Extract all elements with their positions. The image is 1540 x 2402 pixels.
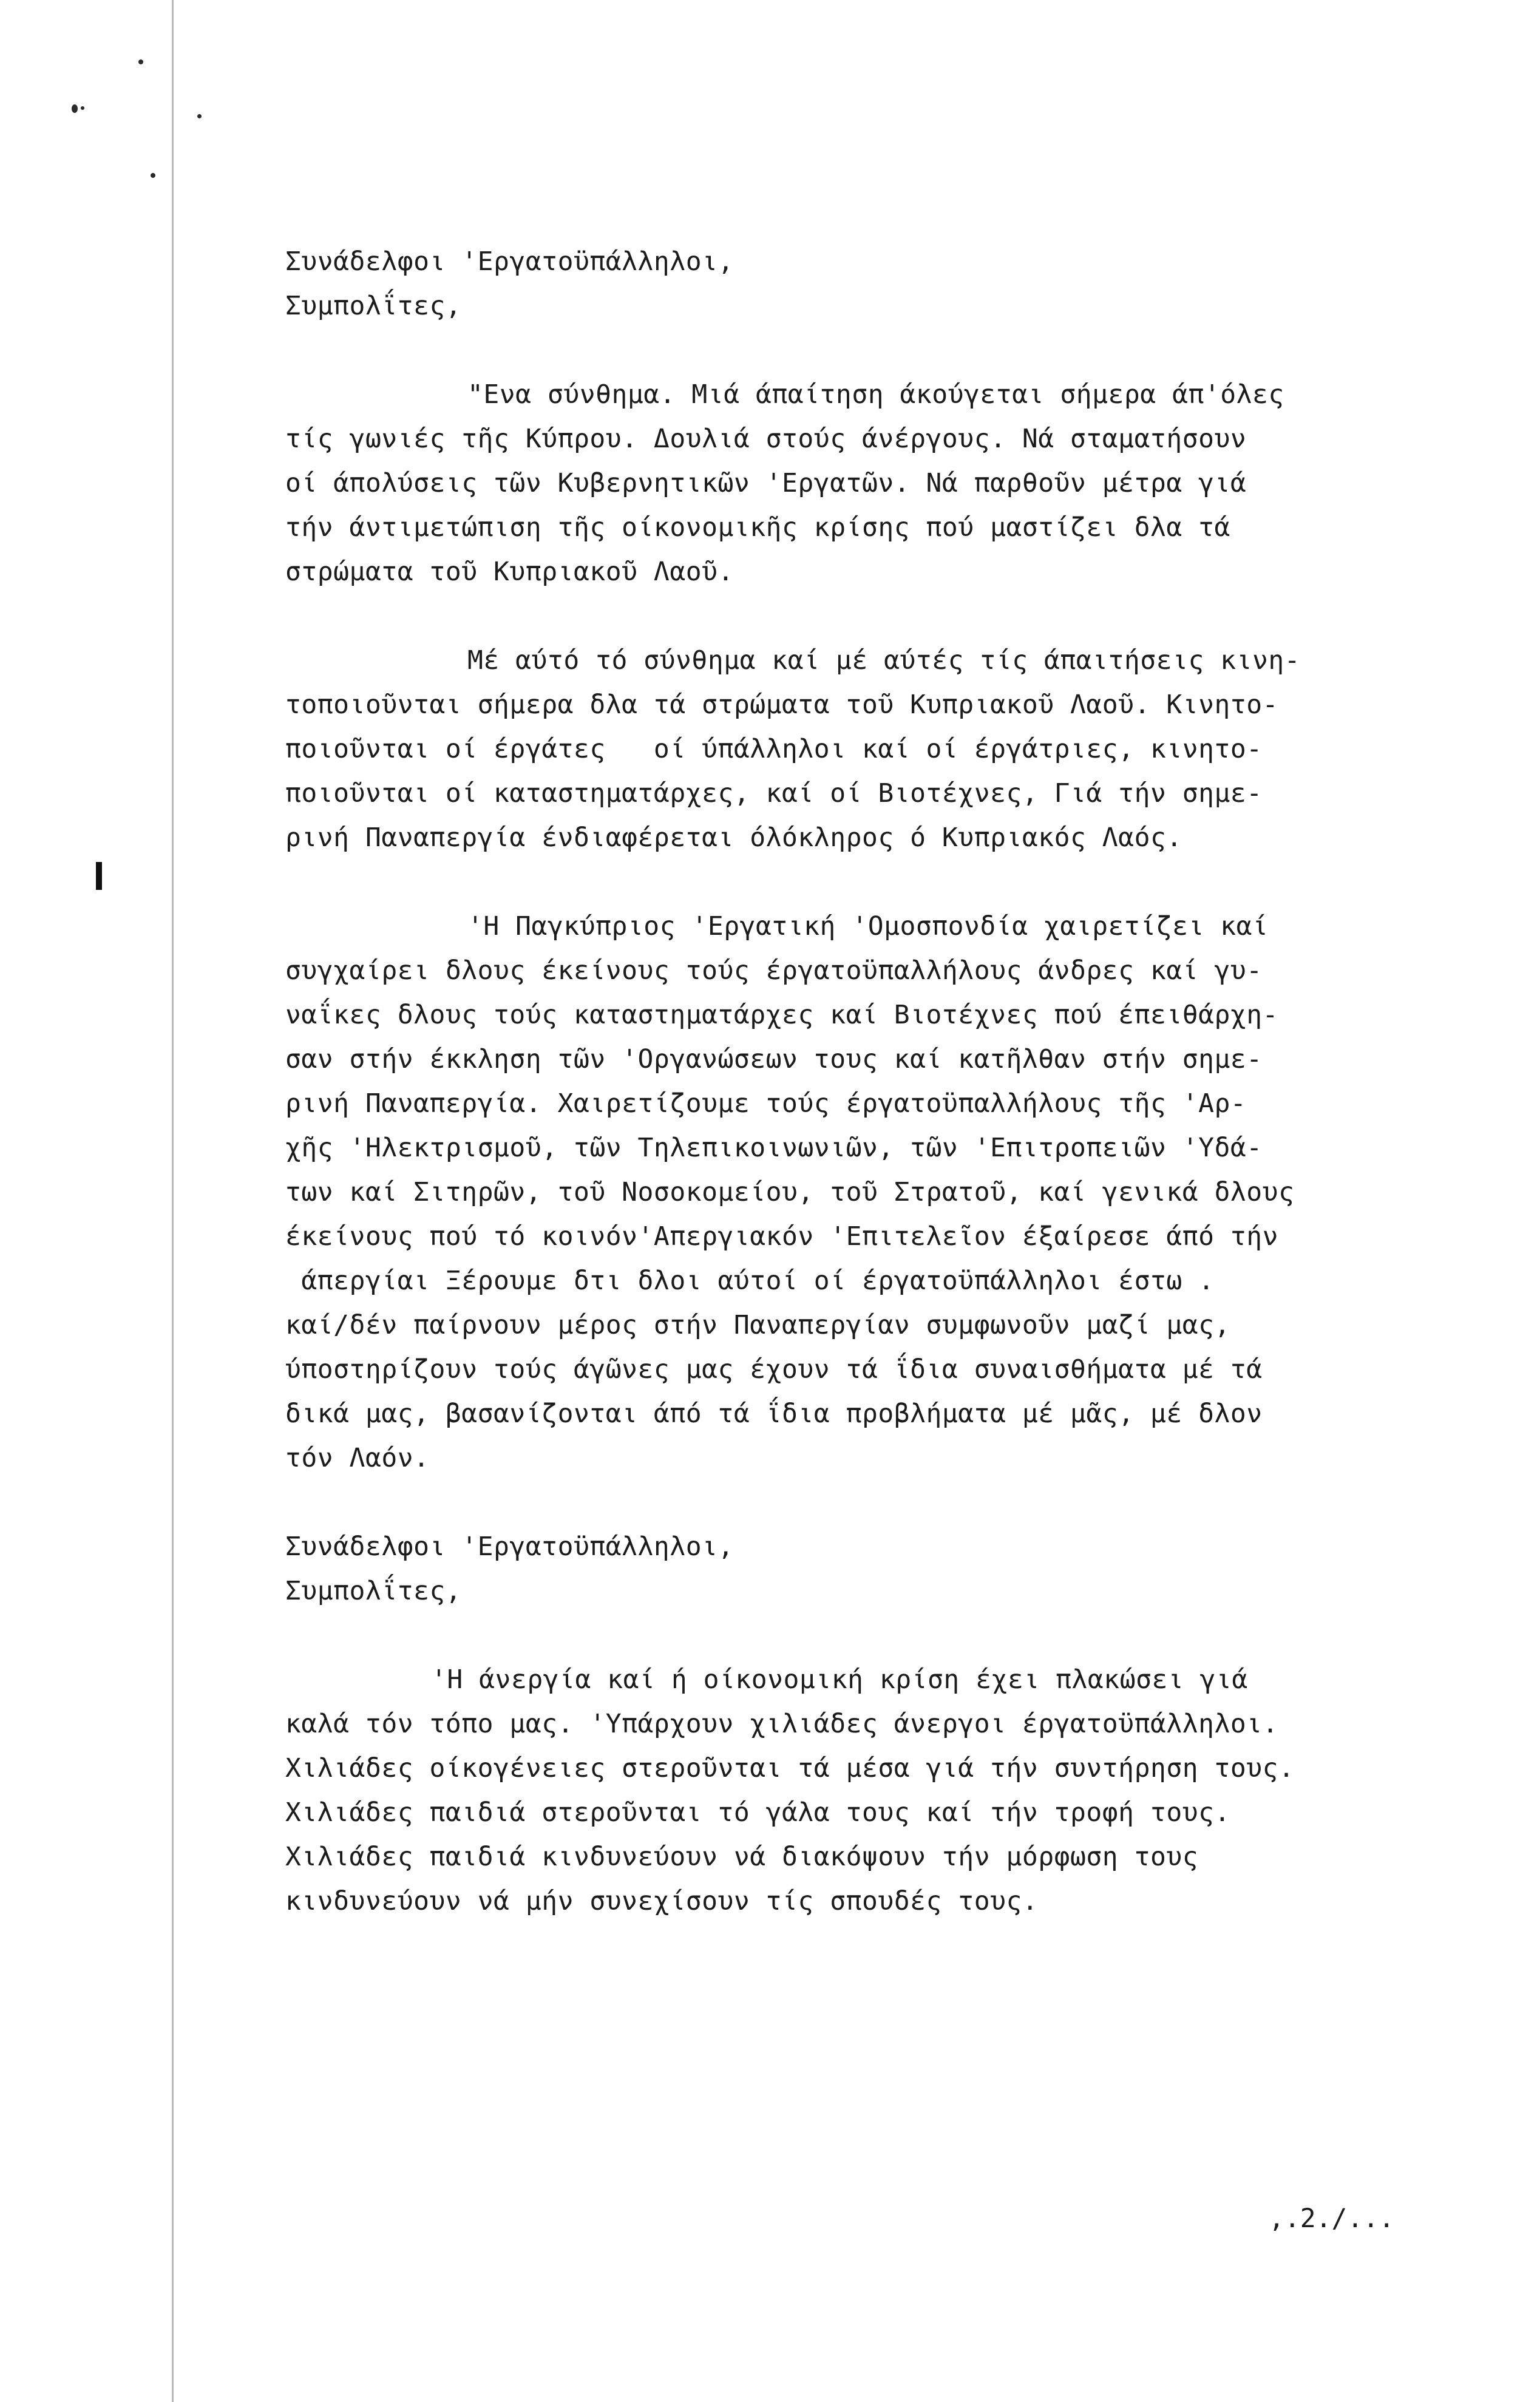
- text-line: οί άπολύσεις τῶν Κυβερνητικῶν 'Εργατῶν. Νά παρθοῦν μέτρα γιά: [285, 468, 1247, 498]
- text-line: καί/δέν παίρνουν μέρος στήν Παναπεργίαν συμφωνοῦν μαζί μας,: [285, 1310, 1230, 1340]
- text-line: Συνάδελφοι 'Εργατοϋπάλληλοι,: [285, 1532, 734, 1562]
- text-line: ναΐκες δλους τούς καταστηματάρχες καί Βιοτέχνες πού έπειθάρχη-: [285, 1000, 1279, 1030]
- ink-speck: [72, 104, 78, 113]
- text-line: καλά τόν τόπο μας. 'Υπάρχουν χιλιάδες άνεργοι έργατοϋπάλληλοι.: [285, 1709, 1279, 1739]
- ink-speck: [151, 173, 155, 178]
- text-line: χῆς 'Ηλεκτρισμοῦ, τῶν Τηλεπικοινωνιῶν, τῶν 'Επιτροπειῶν 'Υδά-: [285, 1133, 1263, 1163]
- paragraph: [285, 373, 1475, 594]
- text-line: τήν άντιμετώπιση τῆς οίκονομικῆς κρίσης πού μαστίζει δλα τά: [285, 512, 1230, 543]
- greeting-block: [285, 1525, 1475, 1613]
- text-line: ποιοῦνται οί καταστηματάρχες, καί οί Βιοτέχνες, Γιά τήν σημε-: [285, 778, 1263, 809]
- text-line: ποιοῦνται οί έργάτες οί ύπάλληλοι καί οί έργάτριες, κινητο-: [285, 734, 1263, 764]
- text-line: σαν στήν έκκληση τῶν 'Οργανώσεων τους καί κατῆλθαν στήν σημε-: [285, 1044, 1263, 1074]
- text-line: δικά μας, βασανίζονται άπό τά ΐδια προβλήματα μέ μᾶς, μέ δλον: [285, 1399, 1263, 1429]
- text-line: Χιλιάδες οίκογένειες στεροῦνται τά μέσα γιά τήν συντήρηση τους.: [285, 1753, 1295, 1783]
- paragraph: [285, 1658, 1475, 1924]
- text-line: Συνάδελφοι 'Εργατοϋπάλληλοι,: [285, 246, 734, 277]
- paragraph: [285, 904, 1475, 1481]
- ink-speck: [81, 106, 84, 110]
- text-line: "Ενα σύνθημα. Μιά άπαίτηση άκούγεται σήμερα άπ'όλες: [467, 379, 1284, 410]
- text-line: των καί Σιτηρῶν, τοῦ Νοσοκομείου, τοῦ Στρατοῦ, καί γενικά δλους: [285, 1177, 1295, 1207]
- text-line: τοποιοῦνται σήμερα δλα τά στρώματα τοῦ Κυπριακοῦ Λαοῦ. Κινητο-: [285, 690, 1279, 720]
- letter-body: [285, 240, 1475, 1924]
- text-line: τίς γωνιές τῆς Κύπρου. Δουλιά στούς άνέργους. Νά σταματήσουν: [285, 424, 1247, 454]
- text-line: ύποστηρίζουν τούς άγῶνες μας έχουν τά ΐδια συναισθήματα μέ τά: [285, 1354, 1263, 1385]
- ink-speck: [138, 59, 143, 64]
- text-line: ρινή Παναπεργία. Χαιρετίζουμε τούς έργατοϋπαλλήλους τῆς 'Αρ-: [285, 1088, 1247, 1119]
- text-line: κινδυνεύουν νά μήν συνεχίσουν τίς σπουδές τους.: [285, 1886, 1039, 1916]
- text-line: τόν Λαόν.: [285, 1443, 430, 1473]
- text-line: έκείνους πού τό κοινόν'Απεργιακόν 'Επιτελεῖον έξαίρεσε άπό τήν: [285, 1221, 1279, 1252]
- text-line: Χιλιάδες παιδιά στεροῦνται τό γάλα τους καί τήν τροφή τους.: [285, 1797, 1230, 1828]
- text-line: 'Η άνεργία καί ή οίκονομική κρίση έχει πλακώσει γιά: [431, 1664, 1248, 1695]
- text-line: άπεργίαι Ξέρουμε δτι δλοι αύτοί οί έργατοϋπάλληλοι έστω .: [285, 1266, 1215, 1296]
- text-line: στρώματα τοῦ Κυπριακοῦ Λαοῦ.: [285, 557, 734, 587]
- text-line: Συμπολΐτες,: [285, 291, 462, 321]
- margin-ink-mark: [96, 862, 102, 890]
- text-line: Συμπολΐτες,: [285, 1576, 462, 1606]
- paragraph: [285, 639, 1475, 860]
- ink-speck: [197, 114, 202, 118]
- text-line: συγχαίρει δλους έκείνους τούς έργατοϋπαλλήλους άνδρες καί γυ-: [285, 955, 1263, 986]
- greeting-block: [285, 240, 1475, 328]
- text-line: Χιλιάδες παιδιά κινδυνεύουν νά διακόψουν τήν μόρφωση τους: [285, 1842, 1199, 1872]
- text-line: 'Η Παγκύπριος 'Εργατική 'Ομοσπονδία χαιρετίζει καί: [467, 911, 1269, 941]
- text-line: Μέ αύτό τό σύνθημα καί μέ αύτές τίς άπαιτήσεις κινη-: [467, 645, 1301, 676]
- text-line: ρινή Παναπεργία ένδιαφέρεται όλόκληρος ό Κυπριακός Λαός.: [285, 823, 1182, 853]
- binding-margin-line: [172, 0, 174, 2402]
- page-continuation-marker: ,.2./...: [1269, 2204, 1395, 2234]
